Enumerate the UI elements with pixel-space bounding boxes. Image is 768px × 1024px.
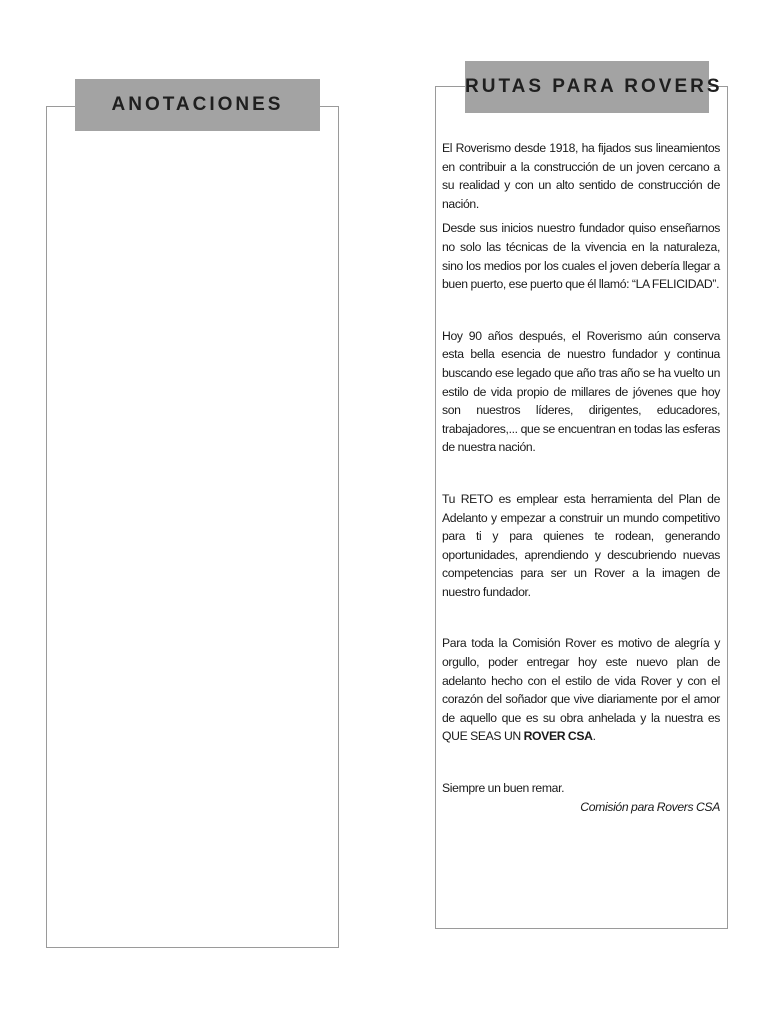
rutas-title: RUTAS PARA ROVERS: [465, 61, 709, 113]
annotations-panel: [46, 106, 339, 948]
paragraph-today: Hoy 90 años después, el Roverismo aún conserva esta bella esencia de nuestro fundador y continua buscando ese legado que año tras año se ha vuelto un estilo de vida propio de millares de jóvenes que hoy son nuestros líderes, dirigentes, educadores, trabajadores,... que se encuentran en todas las esferas de nuestra nación.: [442, 328, 720, 455]
paragraph-intro: El Roverismo desde 1918, ha fijados sus lineamientos en contribuir a la construcción de un joven cercano a su realidad y con un alto sentido de construcción de nación.: [442, 141, 720, 211]
paragraph-origins: Desde sus inicios nuestro fundador quiso enseñarnos no solo las técnicas de la vivencia en la naturaleza, sino los medios por los cuales el joven debería llegar a buen puerto, ese puerto que él llamó: “LA FELICIDAD”.: [442, 221, 720, 292]
rover-csa-emphasis: ROVER CSA: [523, 729, 593, 744]
paragraph-challenge: Tu RETO es emplear esta herramienta del Plan de Adelanto y empezar a construir un mundo competitivo para ti y para quienes te rodean, generando oportunidades, aprendiendo y descubriendo nuevas competencias para ser un Rover a la imagen de nuestro fundador.: [442, 491, 720, 599]
annotations-title: ANOTACIONES: [75, 79, 320, 131]
commission-end: .: [592, 729, 596, 744]
rutas-body: [442, 139, 720, 816]
commission-text: Para toda la Comisión Rover es motivo de alegría y orgullo, poder entregar hoy este nuevo plan de adelanto hecho con el estilo de vida Rover y con el corazón del soñador que vive diariamente por el amor de aquello que es su obra anhelada y la nuestra es QUE SEAS UN: [442, 636, 720, 744]
farewell-line: Siempre un buen remar.: [442, 781, 565, 796]
paragraph-commission: [442, 634, 720, 746]
signature: Comisión para Rovers CSA: [580, 799, 720, 814]
